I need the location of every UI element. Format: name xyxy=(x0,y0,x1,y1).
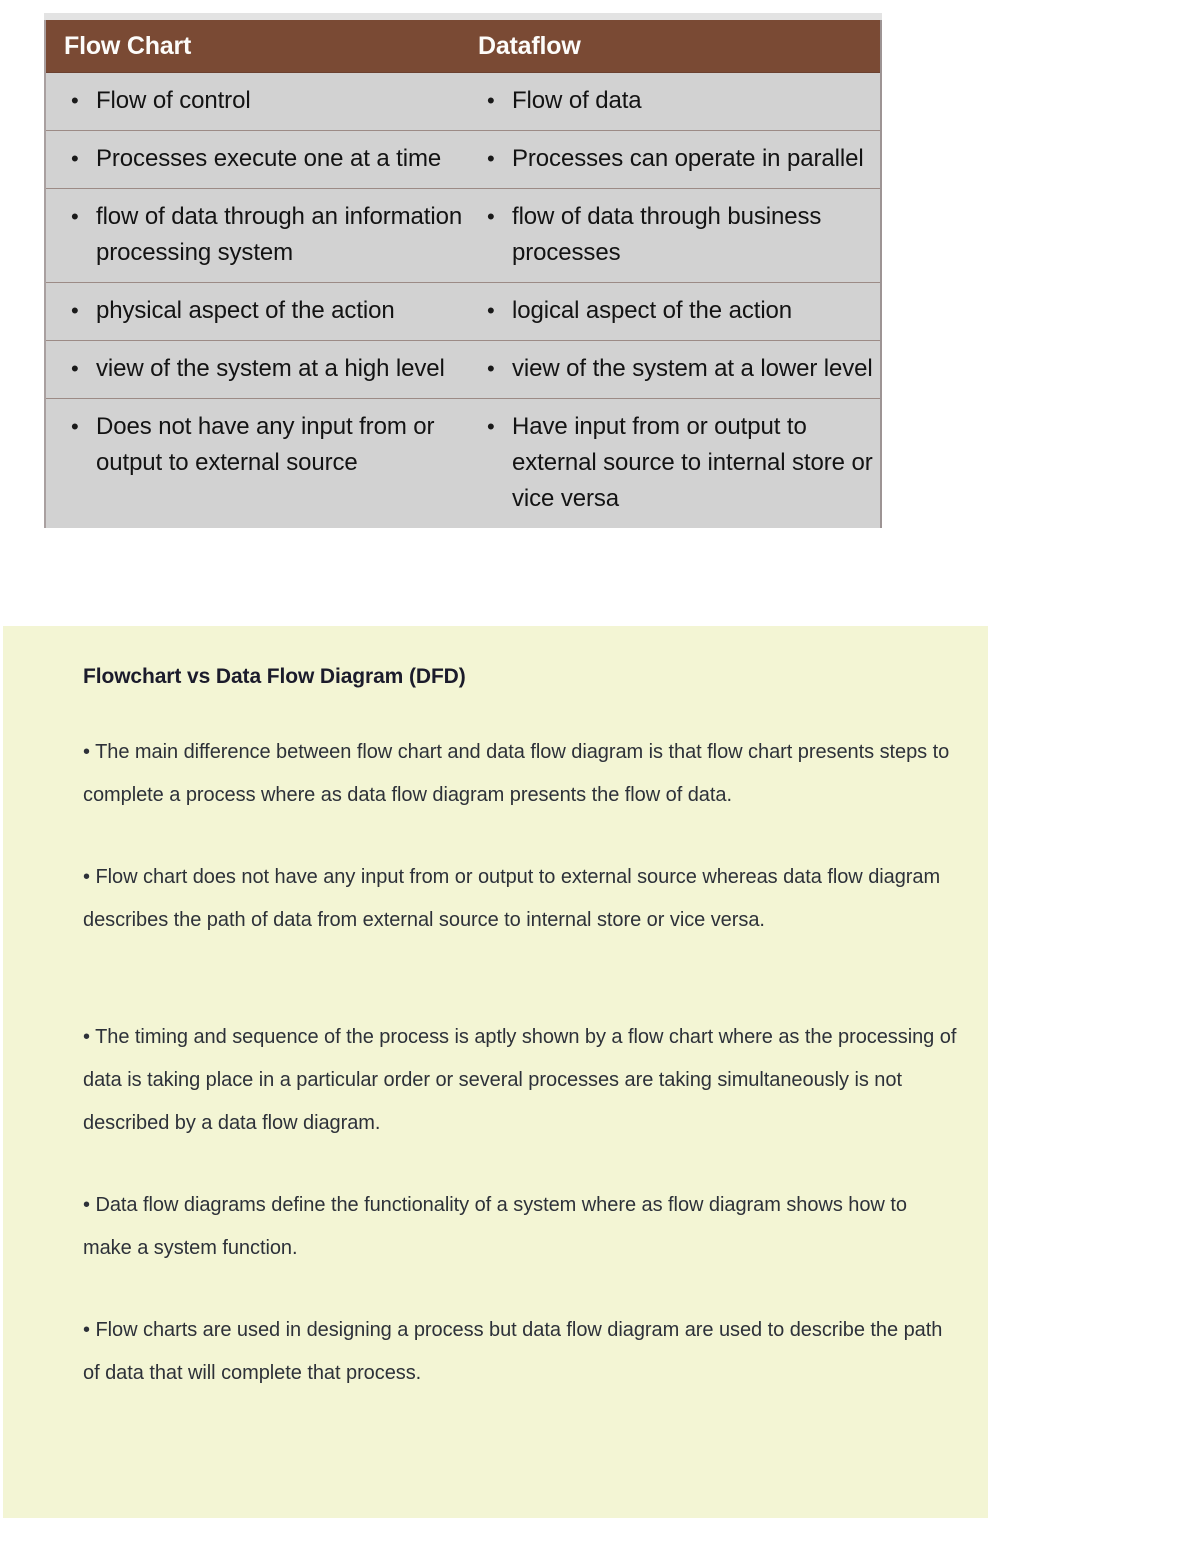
cell-flow-chart xyxy=(46,131,478,188)
cell-flow-chart xyxy=(46,399,478,528)
cell-text: Processes can operate in parallel xyxy=(512,145,864,172)
cell-flow-chart xyxy=(46,341,478,398)
bullet-icon: • xyxy=(487,88,495,113)
notes-title: Flowchart vs Data Flow Diagram (DFD) xyxy=(83,665,466,688)
column-header-dataflow: Dataflow xyxy=(478,31,581,60)
bullet-icon: • xyxy=(71,356,79,381)
cell-text: flow of data through business processes xyxy=(512,203,822,266)
cell-dataflow xyxy=(478,283,880,340)
note-paragraph: • Flow charts are used in designing a process but data flow diagram are used to describe the path of data that will complete that process. xyxy=(83,1319,943,1384)
table-top-edge xyxy=(44,13,882,20)
bullet-icon: • xyxy=(487,204,495,229)
cell-text: Have input from or output to external source to internal store or vice versa xyxy=(512,413,873,512)
cell-text: Processes execute one at a time xyxy=(96,145,442,172)
cell-text: view of the system at a high level xyxy=(96,355,445,382)
cell-flow-chart xyxy=(46,73,478,130)
table-row xyxy=(46,283,880,341)
bullet-icon: • xyxy=(71,414,79,439)
cell-text: view of the system at a lower level xyxy=(512,355,873,382)
bullet-icon: • xyxy=(487,356,495,381)
cell-dataflow xyxy=(478,131,880,188)
cell-text: logical aspect of the action xyxy=(512,297,793,324)
table-row xyxy=(46,189,880,283)
cell-text: flow of data through an information processing system xyxy=(96,203,463,266)
notes-panel xyxy=(3,626,988,1518)
cell-flow-chart xyxy=(46,189,478,282)
cell-dataflow xyxy=(478,341,880,398)
cell-text: physical aspect of the action xyxy=(96,297,395,324)
note-paragraph: • Data flow diagrams define the functionality of a system where as flow diagram shows how to make a system function. xyxy=(83,1194,907,1259)
cell-dataflow xyxy=(478,189,880,282)
cell-flow-chart xyxy=(46,283,478,340)
flowchart-vs-dataflow-table xyxy=(44,20,882,528)
bullet-icon: • xyxy=(71,88,79,113)
cell-dataflow xyxy=(478,73,880,130)
table-row xyxy=(46,73,880,131)
table-row xyxy=(46,399,880,528)
bullet-icon: • xyxy=(487,298,495,323)
column-header-flow-chart: Flow Chart xyxy=(64,31,192,60)
bullet-icon: • xyxy=(71,298,79,323)
bullet-icon: • xyxy=(487,414,495,439)
table-row xyxy=(46,341,880,399)
table-row xyxy=(46,131,880,189)
cell-text: Does not have any input from or output to external source xyxy=(96,413,435,476)
bullet-icon: • xyxy=(487,146,495,171)
cell-text: Flow of data xyxy=(512,87,642,114)
cell-text: Flow of control xyxy=(96,87,251,114)
cell-dataflow xyxy=(478,399,880,528)
notes-body xyxy=(83,731,959,1395)
note-paragraph: • The timing and sequence of the process is aptly shown by a flow chart where as the processing of data is taking place in a particular order or several processes are taking simultaneously is not described by a data flow diagram. xyxy=(83,1026,957,1134)
bullet-icon: • xyxy=(71,204,79,229)
note-paragraph: • Flow chart does not have any input from or output to external source whereas data flow diagram describes the path of data from external source to internal store or vice versa. xyxy=(83,866,941,931)
note-paragraph: • The main difference between flow chart and data flow diagram is that flow chart presents steps to complete a process where as data flow diagram presents the flow of data. xyxy=(83,741,950,806)
bullet-icon: • xyxy=(71,146,79,171)
table-header-row xyxy=(46,20,880,73)
